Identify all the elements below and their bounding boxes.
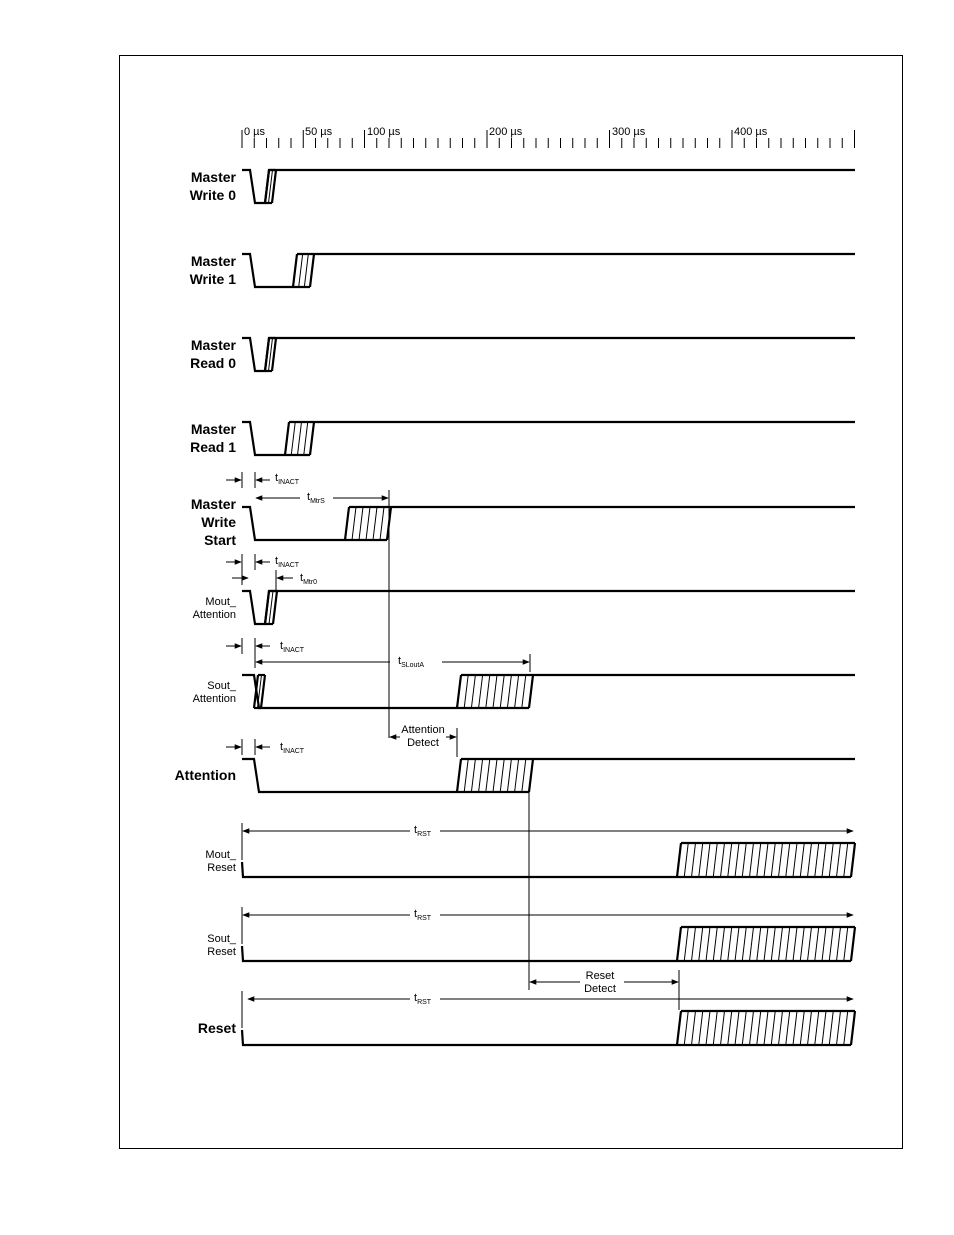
wave-attention-release — [457, 759, 533, 792]
label-master-write-start-c: Start — [204, 532, 236, 548]
label-sout-attention-b: Attention — [192, 693, 236, 705]
label-master-write-start-a: Master — [190, 496, 236, 512]
t-rst-label-3: $t_{RST}$ — [414, 992, 432, 1006]
wave-master-read-0 — [242, 338, 855, 371]
label-sout-reset-a: Sout_ — [207, 933, 236, 945]
wave-master-write-1 — [242, 254, 293, 287]
attention-detect-label-1: Attention — [401, 724, 445, 736]
label-master-read-0-b: Read 0 — [190, 355, 236, 371]
page-border — [120, 56, 903, 1149]
wave-master-write-start-release — [345, 507, 391, 540]
label-mout-attention-b: Attention — [192, 609, 236, 621]
label-mout-reset-a: Mout_ — [205, 849, 236, 861]
label-reset: Reset — [197, 1020, 236, 1036]
tick-label-300us: 300 µs — [612, 126, 646, 138]
wave-master-write-1-release — [293, 254, 314, 287]
label-sout-attention-a: Sout_ — [207, 680, 236, 692]
label-master-read-1-b: Read 1 — [190, 439, 236, 455]
wave-reset-release — [677, 1011, 855, 1045]
label-master-read-1-a: Master — [190, 421, 236, 437]
tick-label-200us: 200 µs — [489, 126, 523, 138]
t-rst-label-1: $t_{RST}$ — [414, 824, 432, 838]
wave-sout-attention — [242, 675, 457, 708]
wave-master-write-start — [242, 507, 345, 540]
t-inact-label-3: $t_{INACT}$ — [280, 640, 305, 654]
tick-label-50us: 50 µs — [305, 126, 333, 138]
waveforms — [242, 170, 855, 1045]
wave-master-write-0-release — [265, 170, 276, 203]
label-mout-reset-b: Reset — [207, 862, 236, 874]
label-sout-reset-b: Reset — [207, 946, 236, 958]
t-mtr0-label: $t_{Mtr0}$ — [300, 572, 318, 586]
t-rst-label-2: $t_{RST}$ — [414, 908, 432, 922]
label-master-write-0-b: Write 0 — [189, 187, 236, 203]
wave-mout-reset — [242, 862, 677, 877]
wave-master-read-0-release — [265, 338, 276, 371]
wave-attention — [242, 759, 457, 792]
wave-master-read-1-release — [285, 422, 314, 455]
tick-label-100us: 100 µs — [367, 126, 401, 138]
label-attention: Attention — [174, 767, 236, 783]
tick-label-0us: 0 µs — [244, 126, 266, 138]
attention-detect-label-2: Detect — [407, 737, 439, 749]
wave-mout-attention-release — [265, 591, 277, 624]
label-mout-attention-a: Mout_ — [205, 596, 236, 608]
wave-sout-attention-release — [457, 675, 533, 708]
label-master-write-1-a: Master — [190, 253, 236, 269]
wave-sout-reset — [242, 946, 677, 961]
tick-label-400us: 400 µs — [734, 126, 768, 138]
wave-sout-reset-release — [677, 927, 855, 961]
wave-mout-attention — [242, 591, 855, 624]
label-master-write-0-a: Master — [190, 169, 236, 185]
label-master-write-1-b: Write 1 — [189, 271, 236, 287]
t-inact-label-4: $t_{INACT}$ — [280, 741, 305, 755]
wave-reset — [242, 1030, 677, 1045]
t-inact-label-1: $t_{INACT}$ — [275, 472, 300, 486]
signal-labels — [175, 169, 237, 1036]
time-axis — [242, 126, 855, 148]
reset-detect-label-2: Detect — [584, 983, 616, 995]
label-master-read-0-a: Master — [190, 337, 236, 353]
wave-master-write-0 — [242, 170, 855, 203]
t-inact-label-2: $t_{INACT}$ — [275, 555, 300, 569]
wave-master-read-1 — [242, 422, 285, 455]
label-master-write-start-b: Write — [201, 514, 236, 530]
t-mtrs-label: $t_{MtrS}$ — [307, 491, 325, 505]
wave-mout-reset-release — [677, 843, 855, 877]
t-slouta-label: $t_{SLoutA}$ — [398, 655, 425, 669]
reset-detect-label-1: Reset — [585, 970, 615, 982]
